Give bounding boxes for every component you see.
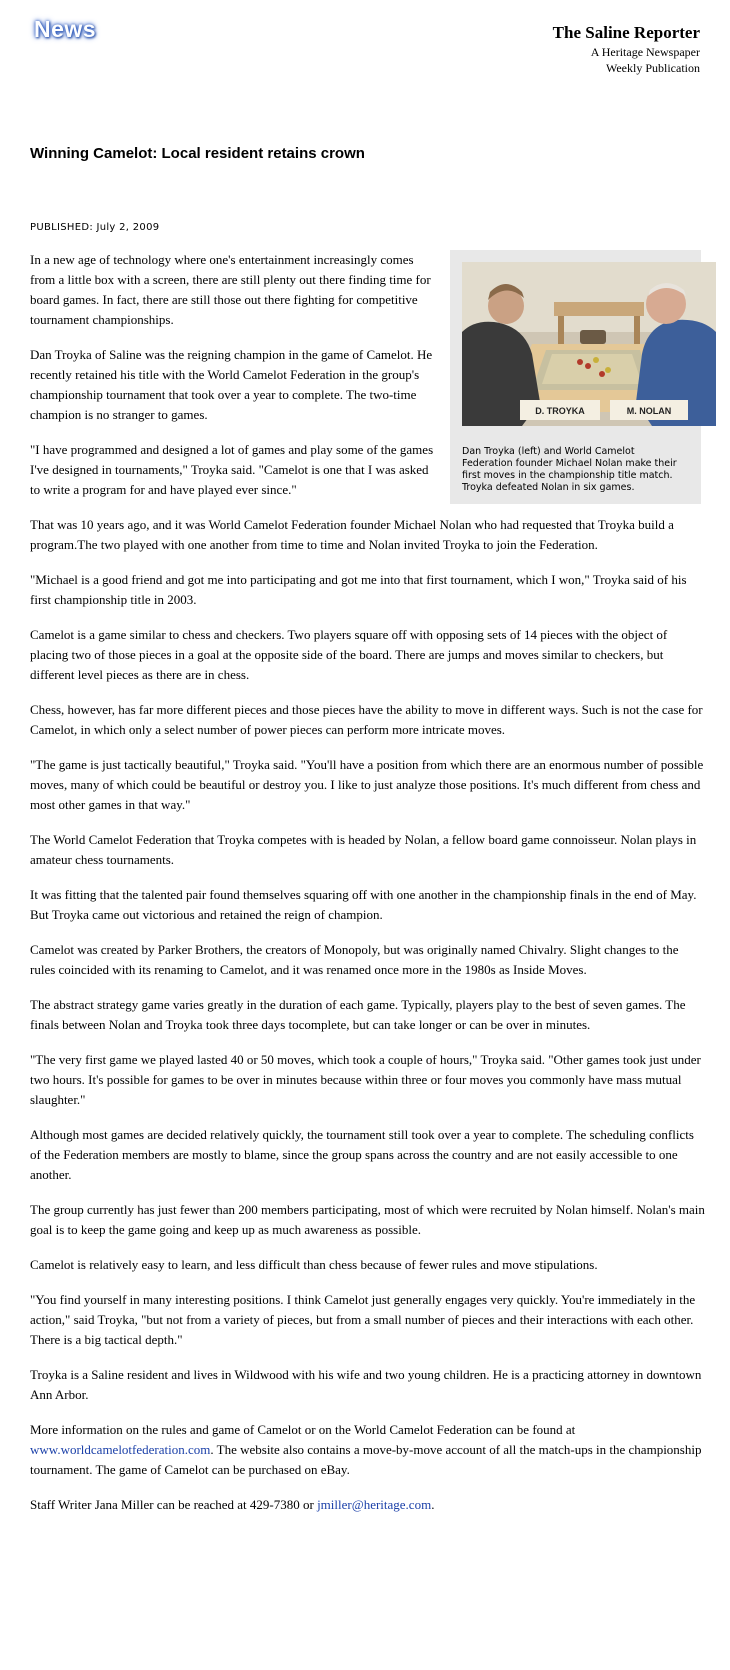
paragraph: "I have programmed and designed a lot of games and play some of the games I've designed in tournaments," Troyka said. "Camelot is one that I was asked to write a program for and have played ever since." <box>30 442 434 497</box>
paragraph: Although most games are decided relatively quickly, the tournament still took over a year to complete. The scheduling conflicts of the Federation members are mostly to blame, since the group spans across the country and are not easily accessible to one another. <box>30 1127 694 1182</box>
paragraph: "You find yourself in many interesting positions. I think Camelot just generally engages very quickly. You're immediately in the action," said Troyka, "but not from a variety of pieces, but from a small number of pieces and their interactions with each other. There is a big tactical depth." <box>30 1292 696 1347</box>
more-info-text: More information on the rules and game of Camelot or on the World Camelot Federation can be found at <box>30 1422 576 1437</box>
photo-illustration <box>462 262 716 426</box>
tagline-weekly: Weekly Publication <box>605 61 700 75</box>
paragraph: That was 10 years ago, and it was World Camelot Federation founder Michael Nolan who had requested that Troyka build a program.The two played with one another from time to time and Nolan invited Troyka to join the Federation. <box>30 517 674 552</box>
paragraph: The group currently has just fewer than 200 members participating, most of which were recruited by Nolan himself. Nolan's main goal is to keep the game going and keep up as much awareness as possible. <box>30 1202 705 1237</box>
article-body <box>30 250 705 1530</box>
contact-text-after: . <box>431 1497 435 1512</box>
paragraph: Chess, however, has far more different pieces and those pieces have the ability to move in different ways. Such is not the case for Camelot, in which only a select number of power pieces can perform more intricate moves. <box>30 702 703 737</box>
paragraph: Dan Troyka of Saline was the reigning champion in the game of Camelot. He recently retained his title with the World Camelot Federation in the group's championship tournament that took over a year to complete. The two-time champion is no stranger to games. <box>30 347 433 422</box>
paragraph: Camelot is relatively easy to learn, and less difficult than chess because of fewer rules and move stipulations. <box>30 1257 598 1272</box>
paragraph: In a new age of technology where one's entertainment increasingly comes from a little box with a screen, there are still plenty out there finding time for board games. In fact, there are still those out there fighting for competitive tournament championships. <box>30 252 431 327</box>
paragraph: "The very first game we played lasted 40 or 50 moves, which took a couple of hours," Troyka said. "Other games took just under two hours. It's possible for games to be over in minutes because within three or four moves you commonly have mass mutual slaughter." <box>30 1052 701 1107</box>
paragraph: Troyka is a Saline resident and lives in Wildwood with his wife and two young children. He is a practicing attorney in downtown Ann Arbor. <box>30 1367 702 1402</box>
tagline-heritage: A Heritage Newspaper <box>590 45 700 59</box>
contact-text: Staff Writer Jana Miller can be reached at 429-7380 or <box>30 1497 318 1512</box>
paragraph: The World Camelot Federation that Troyka competes with is headed by Nolan, a fellow board game connoisseur. Nolan plays in amateur chess tournaments. <box>30 832 697 867</box>
masthead <box>553 22 700 76</box>
article-headline: Winning Camelot: Local resident retains crown <box>30 145 365 162</box>
published-date: PUBLISHED: July 2, 2009 <box>30 222 160 233</box>
paragraph: "The game is just tactically beautiful," Troyka said. "You'll have a position from which there are an enormous number of possible moves, many of which could be beautiful or destroy you. I like to just analyze those positions. It's much different from chess and most other games in that way." <box>30 757 704 812</box>
photo-caption: Dan Troyka (left) and World Camelot Federation founder Michael Nolan make their first moves in the championship title match. Troyka defeated Nolan in six games. <box>462 446 677 493</box>
paragraph: "Michael is a good friend and got me into participating and got me into that first tournament, which I won," Troyka said of his first championship title in 2003. <box>30 572 687 607</box>
photo-figure <box>450 250 701 504</box>
federation-website-link[interactable]: www.worldcamelotfederation.com <box>30 1442 211 1457</box>
article-photo <box>462 262 716 426</box>
paragraph: Camelot is a game similar to chess and checkers. Two players square off with opposing sets of 14 pieces with the object of placing two of those pieces in a goal at the opposite side of the board. There are jumps and moves similar to checkers, but different level pieces as there are in chess. <box>30 627 668 682</box>
more-info-paragraph <box>30 1420 705 1480</box>
news-logo: News <box>34 16 97 42</box>
paragraph: It was fitting that the talented pair found themselves squaring off with one another in the championship finals in the end of May. But Troyka came out victorious and retained the reign of champion. <box>30 887 697 922</box>
nameplate-nolan: M. NOLAN <box>626 406 672 416</box>
paragraph: Camelot was created by Parker Brothers, the creators of Monopoly, but was originally named Chivalry. Slight changes to the rules coincided with its renaming to Camelot, and it was renamed once more in the 1980s as Inside Moves. <box>30 942 679 977</box>
contact-paragraph <box>30 1495 705 1515</box>
nameplate-troyka: D. TROYKA <box>535 406 585 416</box>
paper-name: The Saline Reporter <box>552 23 700 42</box>
paragraph: The abstract strategy game varies greatly in the duration of each game. Typically, players play to the best of seven games. The finals between Nolan and Troyka took three days tocomplete, but can take longer or can be over in minutes. <box>30 997 686 1032</box>
more-info-text-after: . The website also contains a move-by-move account of all the match-ups in the championship tournament. The game of Camelot can be purchased on eBay. <box>30 1442 702 1477</box>
email-link[interactable]: jmiller@heritage.com <box>317 1497 432 1512</box>
